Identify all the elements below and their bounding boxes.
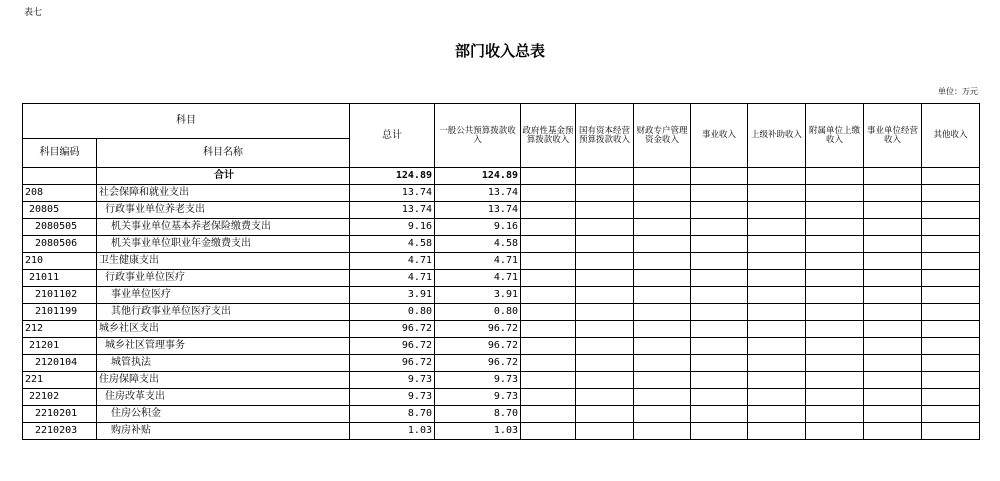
empty-cell <box>576 202 634 219</box>
empty-cell <box>691 372 748 389</box>
total-cell: 9.73 <box>350 372 435 389</box>
empty-cell <box>922 321 980 338</box>
empty-cell <box>864 372 922 389</box>
empty-cell <box>864 321 922 338</box>
empty-cell <box>748 389 806 406</box>
header-superior-subsidy: 上级补助收入 <box>748 104 806 168</box>
header-subject-name: 科目名称 <box>97 139 350 168</box>
empty-cell <box>922 270 980 287</box>
empty-cell <box>691 168 748 185</box>
subject-code-cell: 21011 <box>23 270 97 287</box>
empty-cell <box>806 270 864 287</box>
subject-code-cell: 212 <box>23 321 97 338</box>
total-cell: 8.70 <box>350 406 435 423</box>
empty-cell <box>576 168 634 185</box>
header-special-fund: 财政专户管理资金收入 <box>634 104 691 168</box>
general-budget-cell: 4.71 <box>435 253 521 270</box>
empty-cell <box>864 355 922 372</box>
total-cell: 13.74 <box>350 202 435 219</box>
subject-code-cell: 210 <box>23 253 97 270</box>
subject-name-cell: 卫生健康支出 <box>97 253 350 270</box>
empty-cell <box>922 253 980 270</box>
total-cell: 96.72 <box>350 355 435 372</box>
empty-cell <box>691 406 748 423</box>
empty-cell <box>864 423 922 440</box>
empty-cell <box>748 304 806 321</box>
empty-cell <box>691 355 748 372</box>
empty-cell <box>691 321 748 338</box>
page-title: 部门收入总表 <box>454 42 545 60</box>
header-state-capital: 国有资本经营预算拨款收入 <box>576 104 634 168</box>
empty-cell <box>691 253 748 270</box>
general-budget-cell: 9.73 <box>435 389 521 406</box>
empty-cell <box>634 355 691 372</box>
empty-cell <box>634 270 691 287</box>
empty-cell <box>576 338 634 355</box>
empty-cell <box>806 355 864 372</box>
subject-code-cell: 2080505 <box>23 219 97 236</box>
empty-cell <box>521 372 576 389</box>
general-budget-cell: 4.58 <box>435 236 521 253</box>
empty-cell <box>922 219 980 236</box>
general-budget-cell: 96.72 <box>435 338 521 355</box>
empty-cell <box>521 423 576 440</box>
empty-cell <box>576 406 634 423</box>
empty-cell <box>864 253 922 270</box>
subject-name-cell: 机关事业单位职业年金缴费支出 <box>97 236 350 253</box>
empty-cell <box>864 406 922 423</box>
subject-name-cell: 其他行政事业单位医疗支出 <box>97 304 350 321</box>
empty-cell <box>864 304 922 321</box>
subject-code-cell: 221 <box>23 372 97 389</box>
empty-cell <box>576 185 634 202</box>
empty-cell <box>748 185 806 202</box>
total-cell: 96.72 <box>350 338 435 355</box>
general-budget-cell: 124.89 <box>435 168 521 185</box>
empty-cell <box>748 168 806 185</box>
empty-cell <box>521 304 576 321</box>
empty-cell <box>806 202 864 219</box>
header-subject-code: 科目编码 <box>23 139 97 168</box>
subject-code-cell <box>23 168 97 185</box>
total-cell: 9.16 <box>350 219 435 236</box>
empty-cell <box>922 423 980 440</box>
general-budget-cell: 4.71 <box>435 270 521 287</box>
table-row <box>23 287 980 304</box>
empty-cell <box>634 287 691 304</box>
empty-cell <box>634 372 691 389</box>
table-row <box>23 321 980 338</box>
general-budget-cell: 9.73 <box>435 372 521 389</box>
subject-name-cell: 住房公积金 <box>97 406 350 423</box>
empty-cell <box>576 372 634 389</box>
header-business-income: 事业收入 <box>691 104 748 168</box>
empty-cell <box>748 338 806 355</box>
empty-cell <box>634 338 691 355</box>
empty-cell <box>806 304 864 321</box>
empty-cell <box>521 338 576 355</box>
subject-name-cell: 行政事业单位医疗 <box>97 270 350 287</box>
unit-label: 单位：万元 <box>938 87 978 96</box>
empty-cell <box>748 287 806 304</box>
general-budget-cell: 13.74 <box>435 185 521 202</box>
header-gov-fund: 政府性基金预算拨款收入 <box>521 104 576 168</box>
total-cell: 9.73 <box>350 389 435 406</box>
total-cell: 0.80 <box>350 304 435 321</box>
empty-cell <box>521 406 576 423</box>
header-affiliated-remit: 附属单位上缴收入 <box>806 104 864 168</box>
total-cell: 4.71 <box>350 270 435 287</box>
subject-code-cell: 2101102 <box>23 287 97 304</box>
empty-cell <box>806 406 864 423</box>
empty-cell <box>634 423 691 440</box>
table-row <box>23 202 980 219</box>
subject-code-cell: 22102 <box>23 389 97 406</box>
empty-cell <box>748 253 806 270</box>
table-row <box>23 338 980 355</box>
empty-cell <box>634 389 691 406</box>
empty-cell <box>922 202 980 219</box>
empty-cell <box>806 321 864 338</box>
empty-cell <box>576 270 634 287</box>
empty-cell <box>806 287 864 304</box>
subject-code-cell: 2120104 <box>23 355 97 372</box>
total-row <box>23 168 980 185</box>
empty-cell <box>864 219 922 236</box>
empty-cell <box>634 168 691 185</box>
empty-cell <box>521 389 576 406</box>
empty-cell <box>748 406 806 423</box>
empty-cell <box>922 287 980 304</box>
empty-cell <box>691 236 748 253</box>
subject-code-cell: 2210203 <box>23 423 97 440</box>
general-budget-cell: 0.80 <box>435 304 521 321</box>
empty-cell <box>806 338 864 355</box>
empty-cell <box>864 168 922 185</box>
subject-name-cell: 住房改革支出 <box>97 389 350 406</box>
empty-cell <box>634 185 691 202</box>
empty-cell <box>922 389 980 406</box>
subject-name-cell: 城乡社区管理事务 <box>97 338 350 355</box>
empty-cell <box>691 185 748 202</box>
empty-cell <box>922 236 980 253</box>
header-operating-income: 事业单位经营收入 <box>864 104 922 168</box>
subject-name-cell: 住房保障支出 <box>97 372 350 389</box>
empty-cell <box>634 406 691 423</box>
general-budget-cell: 8.70 <box>435 406 521 423</box>
table-row <box>23 389 980 406</box>
table-row <box>23 253 980 270</box>
general-budget-cell: 9.16 <box>435 219 521 236</box>
total-cell: 3.91 <box>350 287 435 304</box>
empty-cell <box>922 338 980 355</box>
empty-cell <box>521 202 576 219</box>
empty-cell <box>806 185 864 202</box>
general-budget-cell: 96.72 <box>435 355 521 372</box>
empty-cell <box>748 355 806 372</box>
empty-cell <box>576 219 634 236</box>
table-row <box>23 270 980 287</box>
table-row <box>23 185 980 202</box>
total-cell: 4.71 <box>350 253 435 270</box>
empty-cell <box>521 270 576 287</box>
income-summary-table <box>22 103 980 440</box>
table-row <box>23 236 980 253</box>
empty-cell <box>922 372 980 389</box>
empty-cell <box>634 304 691 321</box>
general-budget-cell: 96.72 <box>435 321 521 338</box>
general-budget-cell: 13.74 <box>435 202 521 219</box>
empty-cell <box>521 355 576 372</box>
empty-cell <box>864 389 922 406</box>
subject-code-cell: 2210201 <box>23 406 97 423</box>
empty-cell <box>748 219 806 236</box>
empty-cell <box>576 389 634 406</box>
table-body <box>23 168 980 440</box>
subject-name-cell: 合计 <box>97 168 350 185</box>
total-cell: 1.03 <box>350 423 435 440</box>
subject-code-cell: 20805 <box>23 202 97 219</box>
empty-cell <box>748 423 806 440</box>
empty-cell <box>634 219 691 236</box>
subject-name-cell: 事业单位医疗 <box>97 287 350 304</box>
table-row <box>23 372 980 389</box>
empty-cell <box>691 287 748 304</box>
empty-cell <box>864 338 922 355</box>
empty-cell <box>864 236 922 253</box>
header-row-1 <box>23 104 980 139</box>
empty-cell <box>922 355 980 372</box>
header-subject: 科目 <box>23 104 350 139</box>
subject-name-cell: 社会保障和就业支出 <box>97 185 350 202</box>
empty-cell <box>691 338 748 355</box>
empty-cell <box>806 236 864 253</box>
subject-name-cell: 行政事业单位养老支出 <box>97 202 350 219</box>
subject-name-cell: 城管执法 <box>97 355 350 372</box>
empty-cell <box>691 219 748 236</box>
empty-cell <box>806 168 864 185</box>
total-cell: 96.72 <box>350 321 435 338</box>
subject-code-cell: 208 <box>23 185 97 202</box>
empty-cell <box>634 202 691 219</box>
table-row <box>23 304 980 321</box>
empty-cell <box>864 270 922 287</box>
document-label: 表七 <box>24 8 43 18</box>
table-row <box>23 355 980 372</box>
empty-cell <box>748 236 806 253</box>
subject-name-cell: 城乡社区支出 <box>97 321 350 338</box>
empty-cell <box>634 236 691 253</box>
header-general-budget: 一般公共预算拨款收入 <box>435 104 521 168</box>
empty-cell <box>806 423 864 440</box>
table-row <box>23 423 980 440</box>
empty-cell <box>806 372 864 389</box>
header-other-income: 其他收入 <box>922 104 980 168</box>
empty-cell <box>806 253 864 270</box>
empty-cell <box>806 389 864 406</box>
empty-cell <box>922 168 980 185</box>
empty-cell <box>691 304 748 321</box>
empty-cell <box>521 287 576 304</box>
empty-cell <box>691 389 748 406</box>
empty-cell <box>576 355 634 372</box>
empty-cell <box>864 202 922 219</box>
header-total: 总计 <box>350 104 435 168</box>
total-cell: 124.89 <box>350 168 435 185</box>
empty-cell <box>922 185 980 202</box>
table-row <box>23 406 980 423</box>
general-budget-cell: 1.03 <box>435 423 521 440</box>
empty-cell <box>748 202 806 219</box>
empty-cell <box>748 372 806 389</box>
subject-name-cell: 机关事业单位基本养老保险缴费支出 <box>97 219 350 236</box>
empty-cell <box>634 253 691 270</box>
subject-name-cell: 购房补贴 <box>97 423 350 440</box>
empty-cell <box>521 321 576 338</box>
subject-code-cell: 21201 <box>23 338 97 355</box>
empty-cell <box>576 253 634 270</box>
total-cell: 13.74 <box>350 185 435 202</box>
table-row <box>23 219 980 236</box>
empty-cell <box>748 321 806 338</box>
empty-cell <box>576 304 634 321</box>
subject-code-cell: 2101199 <box>23 304 97 321</box>
empty-cell <box>922 304 980 321</box>
empty-cell <box>634 321 691 338</box>
empty-cell <box>691 202 748 219</box>
empty-cell <box>521 185 576 202</box>
empty-cell <box>864 287 922 304</box>
empty-cell <box>864 185 922 202</box>
subject-code-cell: 2080506 <box>23 236 97 253</box>
empty-cell <box>922 406 980 423</box>
empty-cell <box>521 168 576 185</box>
general-budget-cell: 3.91 <box>435 287 521 304</box>
total-cell: 4.58 <box>350 236 435 253</box>
empty-cell <box>576 321 634 338</box>
empty-cell <box>576 236 634 253</box>
empty-cell <box>806 219 864 236</box>
empty-cell <box>521 236 576 253</box>
empty-cell <box>521 219 576 236</box>
empty-cell <box>521 253 576 270</box>
empty-cell <box>691 270 748 287</box>
empty-cell <box>576 287 634 304</box>
empty-cell <box>748 270 806 287</box>
empty-cell <box>576 423 634 440</box>
empty-cell <box>691 423 748 440</box>
